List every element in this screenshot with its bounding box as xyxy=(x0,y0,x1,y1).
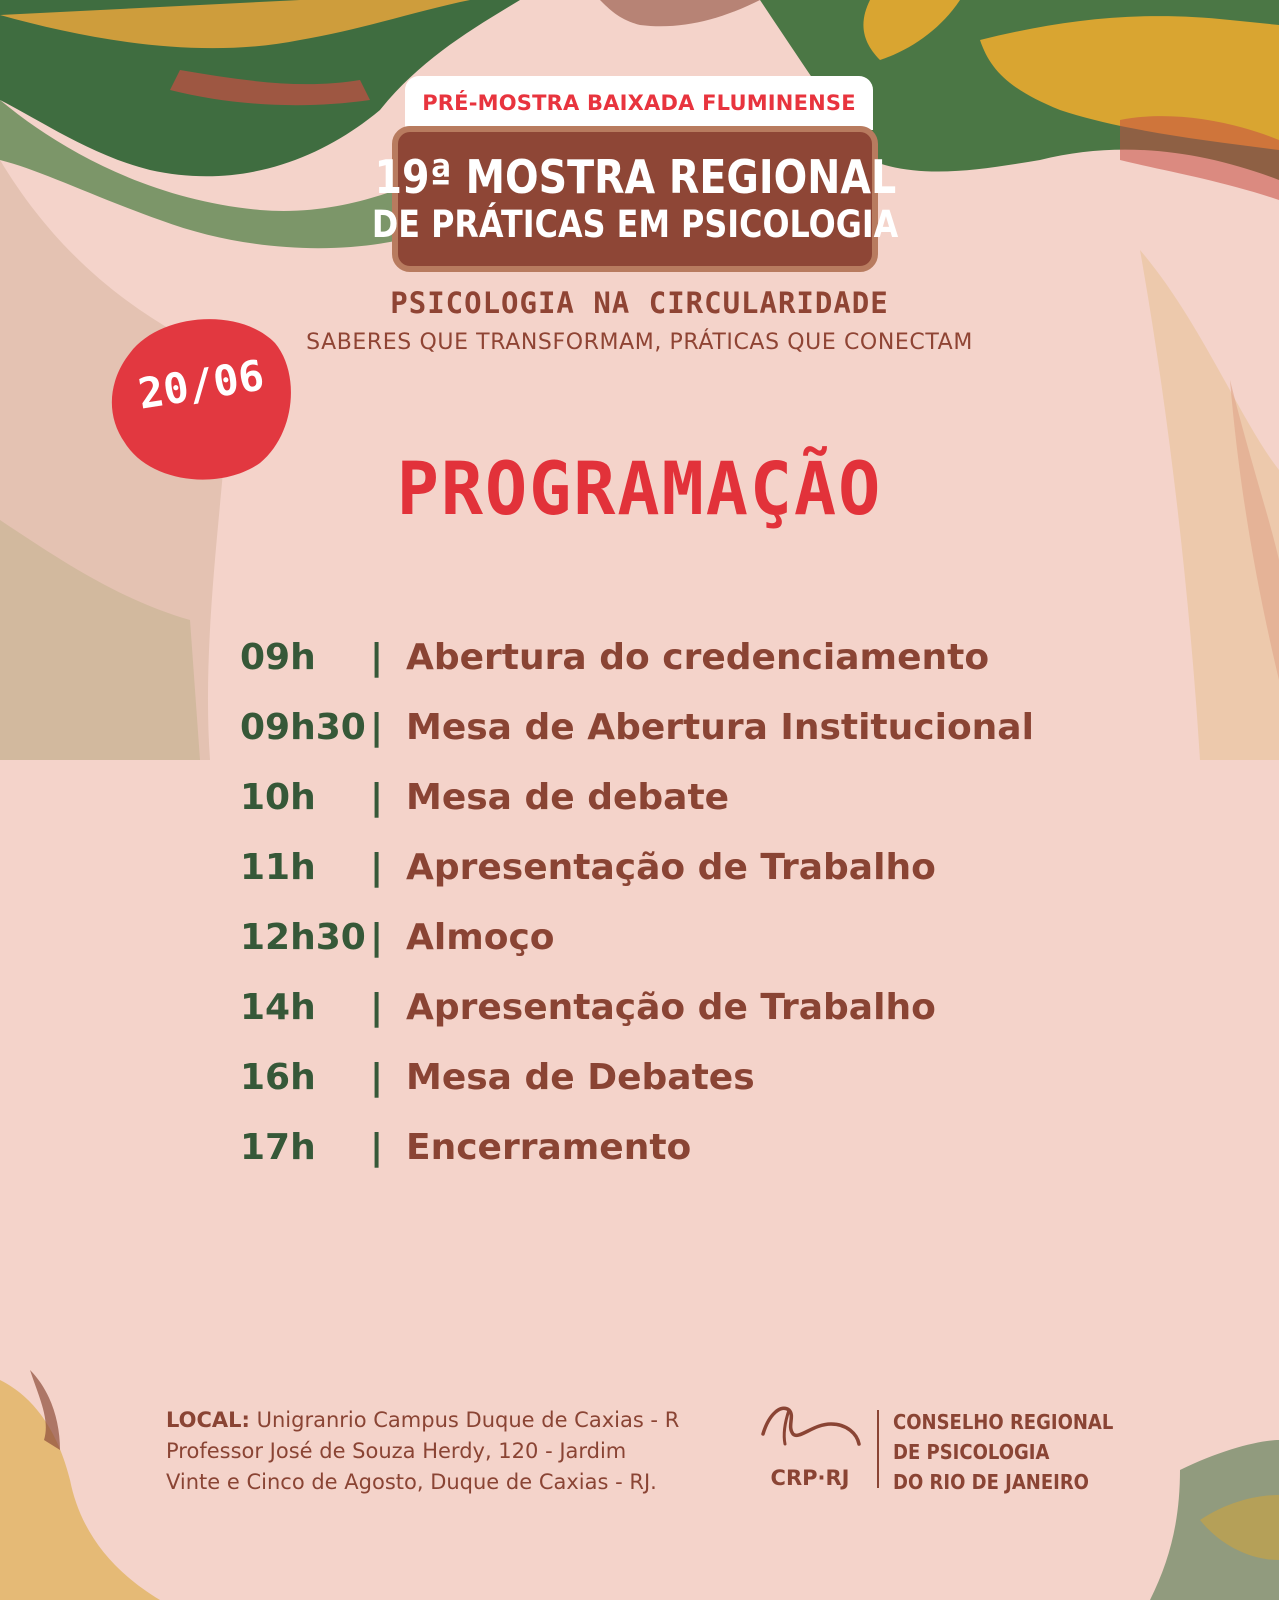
schedule-row xyxy=(240,1042,1140,1112)
schedule-event: Mesa de debate xyxy=(406,776,730,818)
schedule-row xyxy=(240,762,1140,832)
schedule-time: 10h xyxy=(240,776,316,818)
event-title-line1: 19ª MOSTRA REGIONAL xyxy=(374,150,896,205)
schedule-separator: | xyxy=(370,916,384,958)
schedule-time: 09h30 xyxy=(240,706,366,748)
schedule-time: 16h xyxy=(240,1056,316,1098)
schedule-separator: | xyxy=(370,1056,384,1098)
schedule-time: 17h xyxy=(240,1126,316,1168)
organization-name-line3: DO RIO DE JANEIRO xyxy=(893,1470,1089,1494)
schedule-separator: | xyxy=(370,986,384,1028)
event-title-box xyxy=(371,126,899,272)
schedule-separator: | xyxy=(370,1126,384,1168)
location-line3: Vinte e Cinco de Agosto, Duque de Caxias - RJ. xyxy=(166,1470,657,1494)
schedule-time: 14h xyxy=(240,986,316,1028)
schedule-row xyxy=(240,902,1140,972)
crp-rj-mark: CRP·RJ xyxy=(770,1466,850,1490)
schedule-list xyxy=(240,622,1140,1182)
organization-name-line2: DE PSICOLOGIA xyxy=(893,1440,1050,1464)
schedule-time: 09h xyxy=(240,636,316,678)
schedule-separator: | xyxy=(370,776,384,818)
schedule-event: Mesa de Abertura Institucional xyxy=(406,706,1034,748)
schedule-event: Mesa de Debates xyxy=(406,1056,755,1098)
schedule-event: Encerramento xyxy=(406,1126,692,1168)
location-block xyxy=(166,1405,726,1498)
schedule-separator: | xyxy=(370,706,384,748)
schedule-row xyxy=(240,832,1140,902)
schedule-event: Almoço xyxy=(406,916,555,958)
organization-name-line1: CONSELHO REGIONAL xyxy=(893,1410,1114,1434)
schedule-time: 12h30 xyxy=(240,916,366,958)
schedule-time: 11h xyxy=(240,846,316,888)
program-heading: PROGRAMAÇÃO xyxy=(396,445,883,533)
location-label: LOCAL: xyxy=(166,1408,250,1432)
location-line2: Professor José de Souza Herdy, 120 - Jardim xyxy=(166,1439,627,1463)
event-date: 20/06 xyxy=(134,350,268,419)
schedule-event: Abertura do credenciamento xyxy=(406,636,990,678)
schedule-separator: | xyxy=(370,846,384,888)
pre-show-label: PRÉ-MOSTRA BAIXADA FLUMINENSE xyxy=(405,76,873,130)
organization-name xyxy=(893,1407,1113,1497)
schedule-event: Apresentação de Trabalho xyxy=(406,986,936,1028)
logo-divider xyxy=(877,1410,879,1488)
schedule-event: Apresentação de Trabalho xyxy=(406,846,936,888)
schedule-row xyxy=(240,972,1140,1042)
schedule-row xyxy=(240,1112,1140,1182)
theme-subtitle: SABERES QUE TRANSFORMAM, PRÁTICAS QUE CONECTAM xyxy=(306,330,973,355)
schedule-row xyxy=(240,622,1140,692)
schedule-separator: | xyxy=(370,636,384,678)
theme-title: PSICOLOGIA NA CIRCULARIDADE xyxy=(390,286,889,320)
schedule-row xyxy=(240,692,1140,762)
location-line1: Unigranrio Campus Duque de Caxias - R xyxy=(256,1408,680,1432)
event-title-line2: DE PRÁTICAS EM PSICOLOGIA xyxy=(371,202,899,246)
